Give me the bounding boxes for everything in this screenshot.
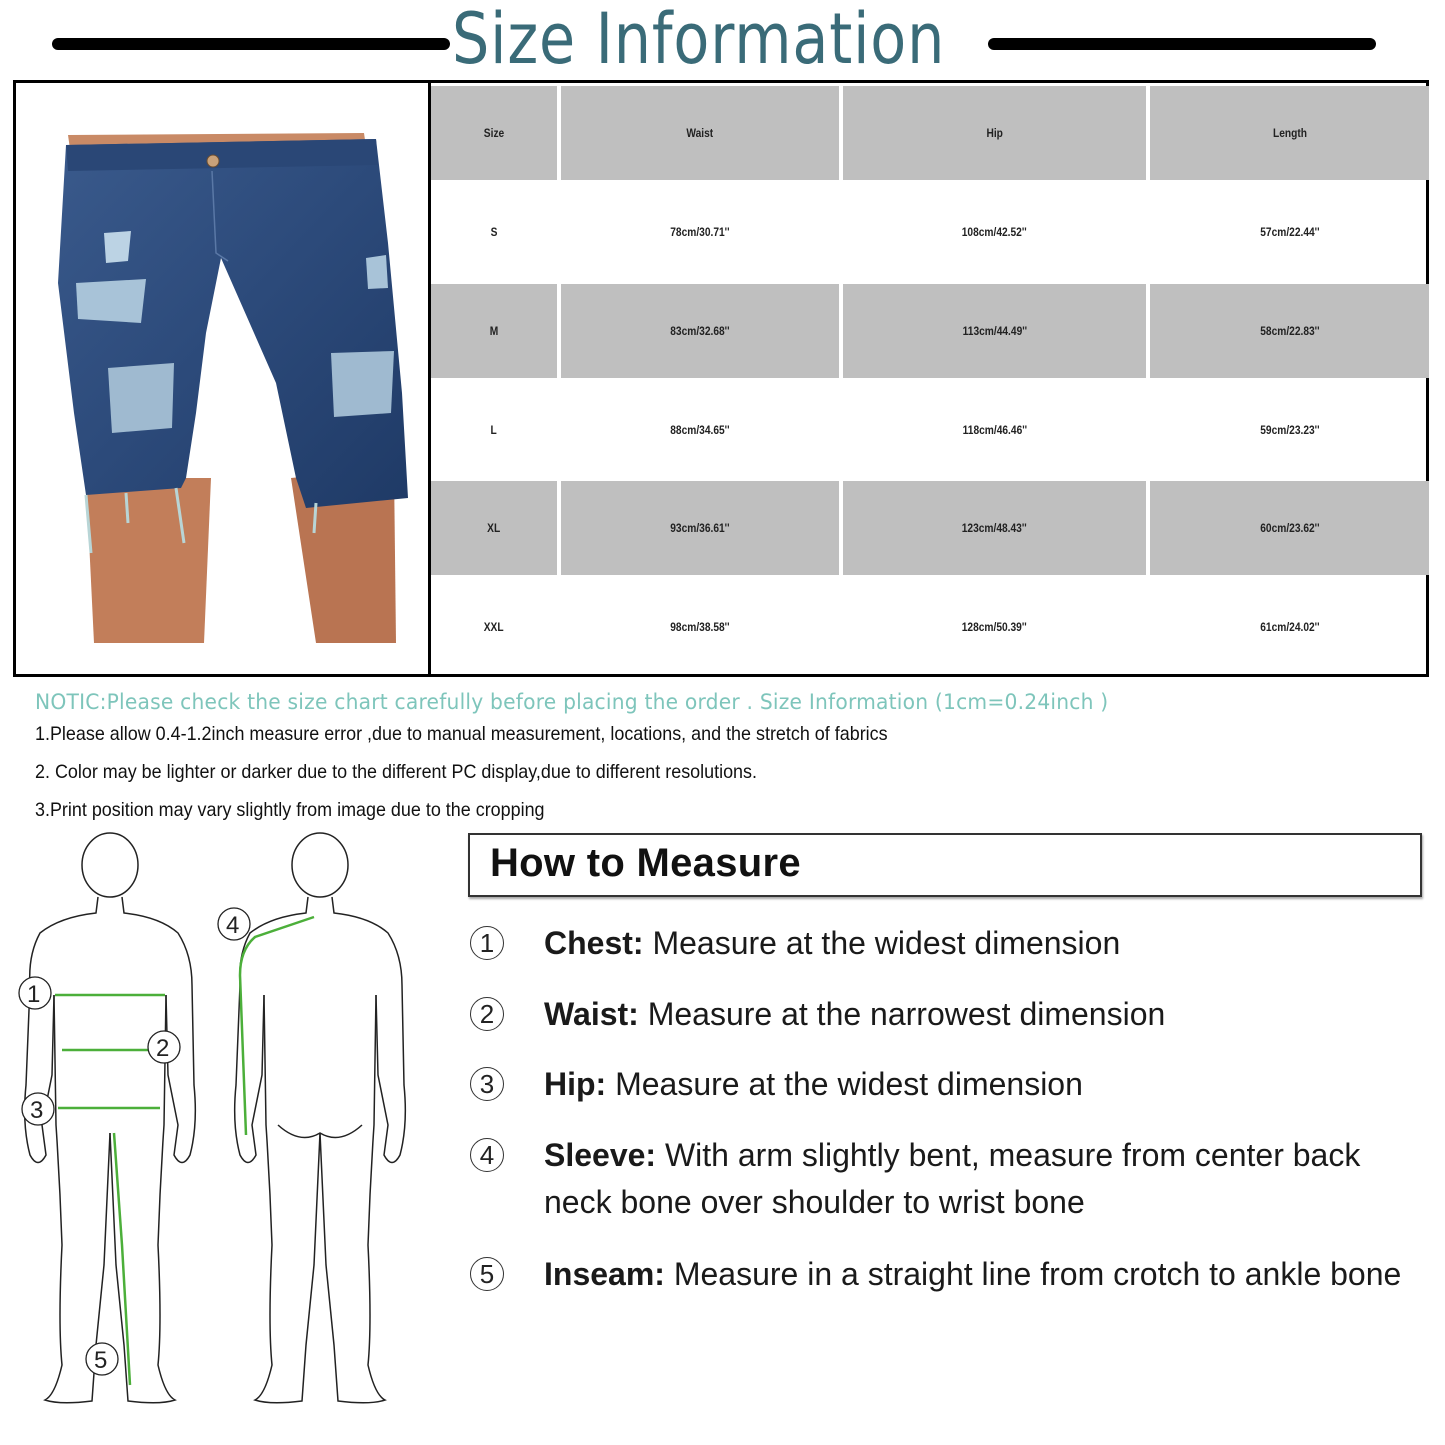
cell-length: 59cm/23.23'' bbox=[1259, 423, 1320, 437]
size-table bbox=[431, 83, 1426, 674]
cell-waist: 98cm/38.58'' bbox=[670, 620, 730, 634]
cell-length: 57cm/22.44'' bbox=[1259, 225, 1320, 239]
denim-shorts-image bbox=[16, 83, 428, 674]
step-label: Inseam: bbox=[544, 1256, 665, 1292]
step-description: Measure at the widest dimension bbox=[606, 1066, 1083, 1102]
column-header-length: Length bbox=[1150, 86, 1429, 180]
cell-hip: 128cm/50.39'' bbox=[962, 620, 1027, 634]
table-row bbox=[431, 580, 1426, 677]
step-description: Measure at the narrowest dimension bbox=[638, 996, 1166, 1032]
page-title: Size Information bbox=[452, 0, 946, 80]
notice-text: NOTIC:Please check the size chart carefully before placing the order . Size Information (1cm=0.24inch ) bbox=[35, 690, 1109, 714]
step-description: Measure at the widest dimension bbox=[643, 925, 1121, 961]
step-description: Measure in a straight line from crotch to ankle bone bbox=[664, 1256, 1402, 1292]
cell-size: M bbox=[431, 284, 557, 378]
cell-hip: 123cm/48.43'' bbox=[843, 481, 1146, 575]
header-rule-right bbox=[988, 38, 1376, 50]
table-row bbox=[431, 284, 1426, 381]
step-number-icon: 2 bbox=[470, 997, 504, 1031]
product-photo bbox=[16, 83, 431, 674]
measurement-figures bbox=[0, 825, 445, 1425]
header-rule-left bbox=[52, 38, 450, 50]
cell-hip: 108cm/42.52'' bbox=[962, 225, 1027, 239]
cell-size: XXL bbox=[484, 620, 504, 634]
column-header-hip: Hip bbox=[843, 86, 1146, 180]
column-header-size: Size bbox=[431, 86, 557, 180]
step-label: Hip: bbox=[544, 1066, 607, 1102]
cell-hip: 118cm/46.46'' bbox=[962, 423, 1027, 437]
step-number-icon: 1 bbox=[470, 926, 504, 960]
figure-label-5: 5 bbox=[94, 1347, 108, 1374]
cell-length: 58cm/22.83'' bbox=[1150, 284, 1429, 378]
step-label: Waist: bbox=[544, 996, 639, 1032]
cell-hip: 113cm/44.49'' bbox=[843, 284, 1146, 378]
note-2: 2. Color may be lighter or darker due to the different PC display,due to different resolutions. bbox=[35, 761, 757, 783]
cell-length: 60cm/23.62'' bbox=[1150, 481, 1429, 575]
step-number-icon: 3 bbox=[470, 1067, 504, 1101]
cell-size: XL bbox=[431, 481, 557, 575]
how-to-measure-title: How to Measure bbox=[490, 841, 801, 885]
step-label: Sleeve: bbox=[544, 1137, 657, 1173]
step-description: With arm slightly bent, measure from center back neck bone over shoulder to wrist bone bbox=[544, 1137, 1361, 1220]
back-figure-outline bbox=[235, 833, 406, 1403]
size-chart-frame bbox=[13, 80, 1429, 677]
note-3: 3.Print position may vary slightly from image due to the cropping bbox=[35, 799, 545, 821]
body-outline-diagram bbox=[0, 825, 445, 1425]
figure-label-3: 3 bbox=[30, 1097, 44, 1124]
cell-waist: 83cm/32.68'' bbox=[561, 284, 839, 378]
cell-waist: 88cm/34.65'' bbox=[670, 423, 730, 437]
table-row bbox=[431, 481, 1426, 578]
figure-label-4: 4 bbox=[226, 912, 240, 939]
table-row bbox=[431, 185, 1426, 282]
step-label: Chest: bbox=[544, 925, 644, 961]
figure-label-1: 1 bbox=[27, 981, 41, 1008]
note-1: 1.Please allow 0.4-1.2inch measure error ,due to manual measurement, locations, and the stretch of fabrics bbox=[35, 723, 888, 745]
cell-waist: 78cm/30.71'' bbox=[670, 225, 730, 239]
cell-waist: 93cm/36.61'' bbox=[561, 481, 839, 575]
column-header-waist: Waist bbox=[561, 86, 839, 180]
cell-size: L bbox=[490, 423, 498, 437]
sleeve-measure-line bbox=[240, 917, 314, 1135]
table-header-row bbox=[431, 86, 1426, 183]
step-number-icon: 4 bbox=[470, 1138, 504, 1172]
cell-length: 61cm/24.02'' bbox=[1259, 620, 1320, 634]
figure-label-2: 2 bbox=[156, 1035, 170, 1062]
table-row bbox=[431, 383, 1426, 480]
cell-size: S bbox=[490, 225, 498, 239]
how-to-measure-header bbox=[468, 833, 1422, 897]
step-number-icon: 5 bbox=[470, 1257, 504, 1291]
